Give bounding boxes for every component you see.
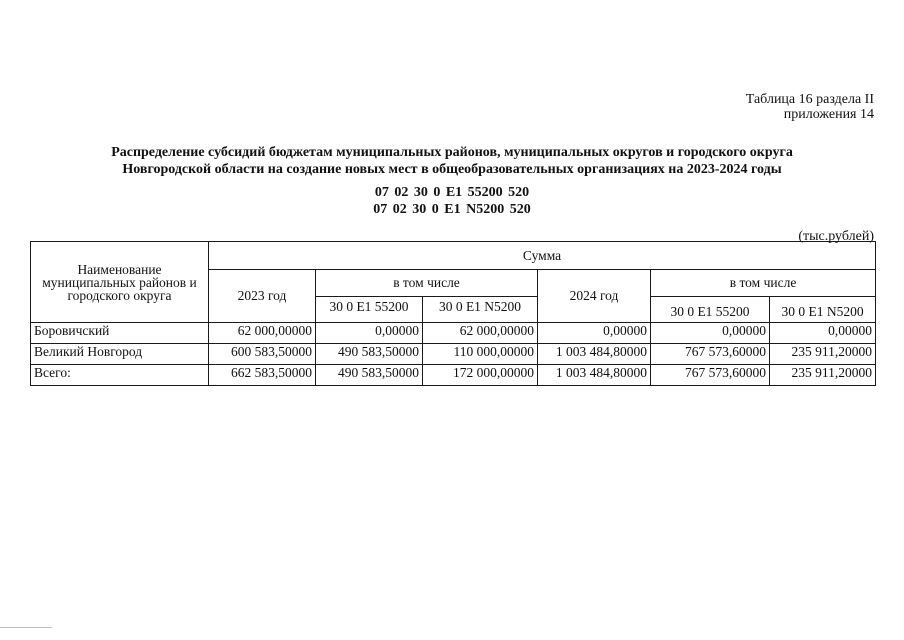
document-title-line-1: Распределение субсидий бюджетам муниципальных районов, муниципальных округов и городского округа bbox=[111, 145, 793, 160]
cell-2024-total: 1 003 484,80000 bbox=[538, 344, 651, 365]
header-2023-n5200: 30 0 Е1 N5200 bbox=[423, 297, 538, 323]
row-name: Боровичский bbox=[31, 323, 209, 344]
total-label: Всего: bbox=[31, 365, 209, 386]
total-2023-n5200: 172 000,00000 bbox=[423, 365, 538, 386]
cell-2023-n5200: 62 000,00000 bbox=[423, 323, 538, 344]
header-2024-55200: 30 0 Е1 55200 bbox=[651, 297, 770, 323]
total-2024-n5200: 235 911,20000 bbox=[770, 365, 876, 386]
header-incl-2023: в том числе bbox=[316, 270, 538, 297]
budget-code-2: 07 02 30 0 Е1 N5200 520 bbox=[373, 202, 531, 217]
table-row bbox=[31, 344, 876, 365]
table-row bbox=[31, 323, 876, 344]
unit-label: (тыс.рублей) bbox=[798, 229, 874, 244]
scan-edge-line bbox=[0, 627, 52, 628]
cell-2023-55200: 490 583,50000 bbox=[316, 344, 423, 365]
header-name: Наименование муниципальных районов и городского округа bbox=[31, 242, 209, 323]
cell-2024-n5200: 0,00000 bbox=[770, 323, 876, 344]
table-reference bbox=[746, 92, 874, 122]
document-title bbox=[0, 144, 904, 178]
budget-code-1: 07 02 30 0 Е1 55200 520 bbox=[374, 185, 530, 200]
cell-2023-n5200: 110 000,00000 bbox=[423, 344, 538, 365]
header-2024-n5200: 30 0 Е1 N5200 bbox=[770, 297, 876, 323]
header-year-2024: 2024 год bbox=[538, 270, 651, 323]
header-sum: Сумма bbox=[209, 242, 876, 270]
row-name: Великий Новгород bbox=[31, 344, 209, 365]
cell-2024-55200: 0,00000 bbox=[651, 323, 770, 344]
total-2023-55200: 490 583,50000 bbox=[316, 365, 423, 386]
cell-2023-55200: 0,00000 bbox=[316, 323, 423, 344]
cell-2024-total: 0,00000 bbox=[538, 323, 651, 344]
header-incl-2024: в том числе bbox=[651, 270, 876, 297]
header-2023-55200: 30 0 Е1 55200 bbox=[316, 297, 423, 323]
total-2024-55200: 767 573,60000 bbox=[651, 365, 770, 386]
total-2024: 1 003 484,80000 bbox=[538, 365, 651, 386]
total-2023: 662 583,50000 bbox=[209, 365, 316, 386]
cell-2024-55200: 767 573,60000 bbox=[651, 344, 770, 365]
cell-2023-total: 62 000,00000 bbox=[209, 323, 316, 344]
cell-2023-total: 600 583,50000 bbox=[209, 344, 316, 365]
subsidy-table bbox=[30, 241, 876, 386]
budget-codes bbox=[0, 184, 904, 218]
document-title-line-2: Новгородской области на создание новых мест в общеобразовательных организациях на 2023-2024 годы bbox=[122, 162, 782, 177]
total-row bbox=[31, 365, 876, 386]
cell-2024-n5200: 235 911,20000 bbox=[770, 344, 876, 365]
header-year-2023: 2023 год bbox=[209, 270, 316, 323]
table-reference-line-2: приложения 14 bbox=[783, 107, 874, 122]
table-reference-line-1: Таблица 16 раздела II bbox=[745, 92, 874, 107]
